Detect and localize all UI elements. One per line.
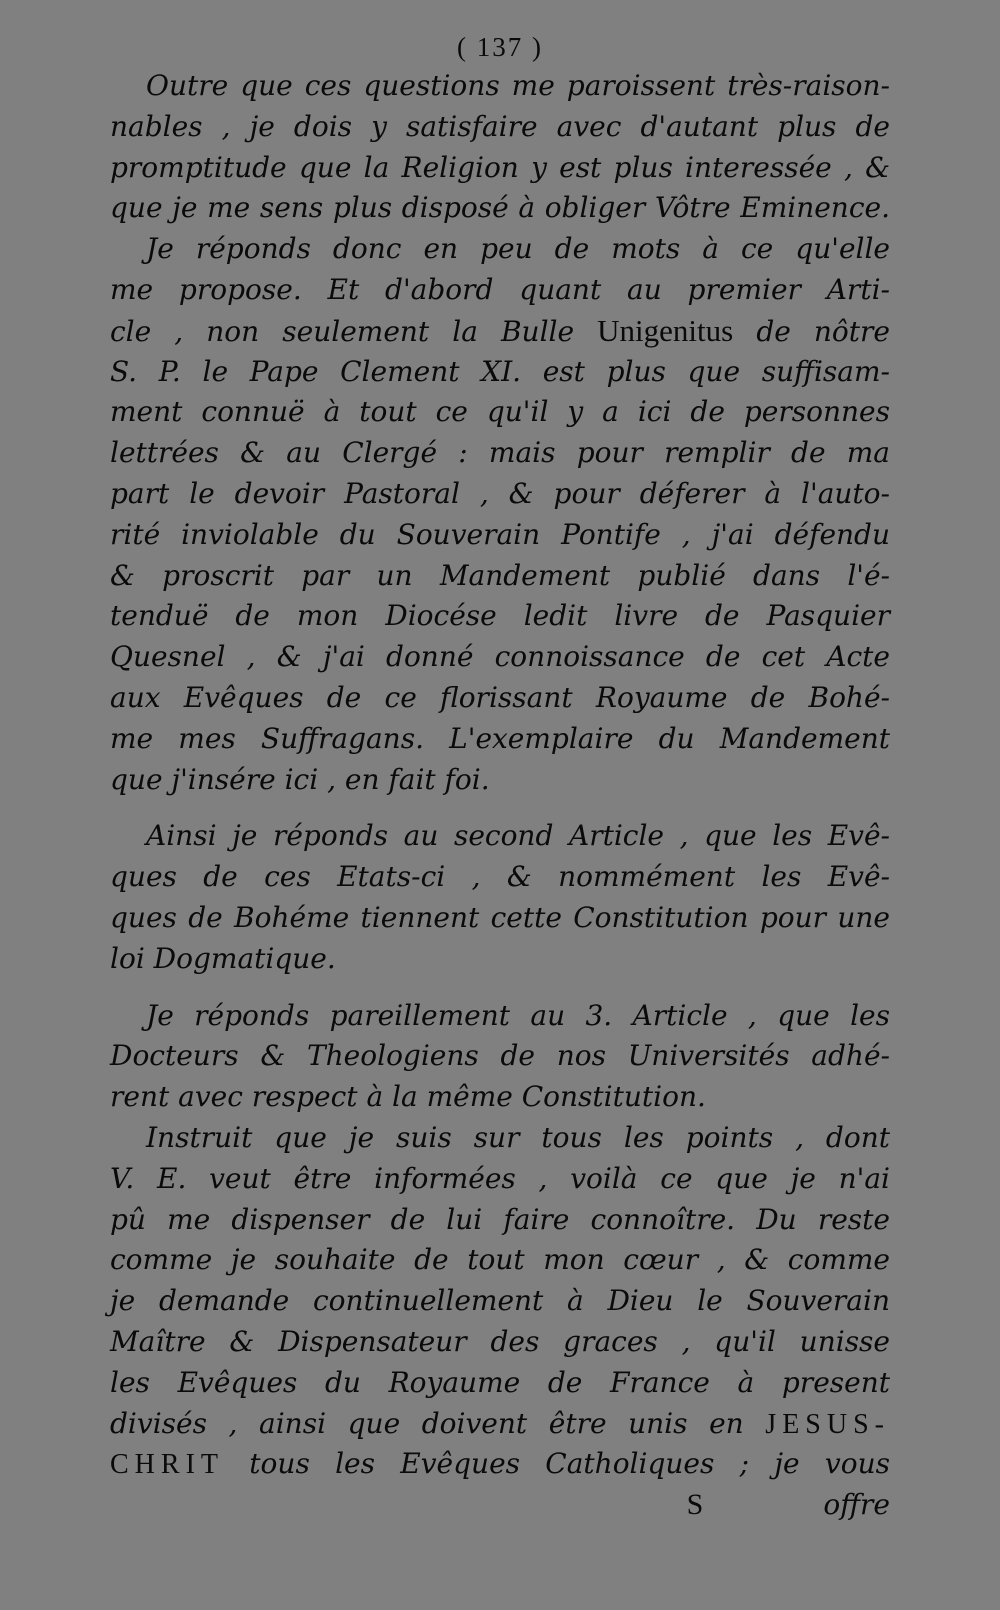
page-footer <box>110 1485 890 1526</box>
text-line: me mes Suffragans. L'exemplaire du Mandement <box>110 721 890 755</box>
paragraph-5 <box>110 1118 890 1485</box>
text-line: Outre que ces questions me paroissent très-raison- <box>146 69 890 102</box>
catchword: offre <box>823 1488 890 1522</box>
paragraph-1 <box>110 66 890 229</box>
text-line: Maître & Dispensateur des graces , qu'il unisse <box>110 1324 890 1358</box>
text-line: Docteurs & Theologiens de nos Universités adhé- <box>110 1039 890 1073</box>
text-line: nables , je dois y satisfaire avec d'autant plus de <box>110 109 890 143</box>
text-line: rité inviolable du Souverain Pontife , j'ai défendu <box>110 517 890 551</box>
text-line: Instruit que je suis sur tous les points , dont <box>146 1120 890 1154</box>
text-segment: divisés , ainsi que doivent être unis en <box>110 1406 744 1440</box>
text-line: pû me dispenser de lui faire connoître. Du reste <box>110 1202 890 1236</box>
paragraph-4 <box>110 996 890 1118</box>
text-line: lettrées & au Clergé : mais pour remplir de ma <box>110 436 890 470</box>
text-line: rent avec respect à la même Constitution. <box>110 1080 706 1114</box>
text-line-mixed <box>110 1444 890 1485</box>
text-line: Je réponds pareillement au 3. Article , que les <box>146 998 890 1032</box>
small-caps-word: JESUS- <box>765 1408 890 1440</box>
signature-mark: S <box>686 1488 704 1522</box>
text-line-mixed <box>110 311 890 352</box>
text-line: ques de ces Etats-ci , & nommément les Evê- <box>110 860 890 894</box>
paragraph-2 <box>110 229 890 800</box>
small-caps-word: CHRIT <box>110 1449 224 1481</box>
page-number: ( 137 ) <box>457 32 543 62</box>
text-line: comme je souhaite de tout mon cœur , & comme <box>110 1243 890 1277</box>
text-segment: tous les Evêques Catholiques ; je vous <box>249 1447 890 1481</box>
book-page <box>110 30 890 1570</box>
text-line: loi Dogmatique. <box>110 941 336 975</box>
text-line-mixed <box>110 1404 890 1445</box>
paragraph-3 <box>110 816 890 979</box>
text-line: me propose. Et d'abord quant au premier Arti- <box>110 272 890 306</box>
text-segment: cle , non seulement la Bulle <box>110 314 575 348</box>
text-line: les Evêques du Royaume de France à present <box>110 1365 890 1399</box>
text-line: Ainsi je réponds au second Article , que les Evê- <box>146 819 890 853</box>
text-line: Je réponds donc en peu de mots à ce qu'elle <box>146 232 890 266</box>
roman-word: Unigenitus <box>597 312 734 348</box>
text-segment: de nôtre <box>756 314 890 348</box>
text-line: part le devoir Pastoral , & pour déferer à l'auto- <box>110 476 890 510</box>
text-line: & proscrit par un Mandement publié dans l'é- <box>110 558 890 592</box>
text-line: aux Evêques de ce florissant Royaume de Bohé- <box>110 680 890 714</box>
text-line: promptitude que la Religion y est plus interessée , & <box>110 150 890 184</box>
text-line: Quesnel , & j'ai donné connoissance de cet Acte <box>110 640 890 674</box>
text-line: que j'insére ici , en fait foi. <box>110 762 490 796</box>
text-line: je demande continuellement à Dieu le Souverain <box>110 1284 890 1318</box>
text-line: que je me sens plus disposé à obliger Vôtre Eminence. <box>110 191 890 225</box>
text-line: ques de Bohéme tiennent cette Constitution pour une <box>110 900 890 934</box>
text-line: S. P. le Pape Clement XI. est plus que suffisam- <box>110 354 890 388</box>
text-line: V. E. veut être informées , voilà ce que je n'ai <box>110 1161 890 1195</box>
text-line: tenduë de mon Diocése ledit livre de Pasquier <box>110 599 890 633</box>
text-line: ment connuë à tout ce qu'il y a ici de personnes <box>110 395 890 429</box>
